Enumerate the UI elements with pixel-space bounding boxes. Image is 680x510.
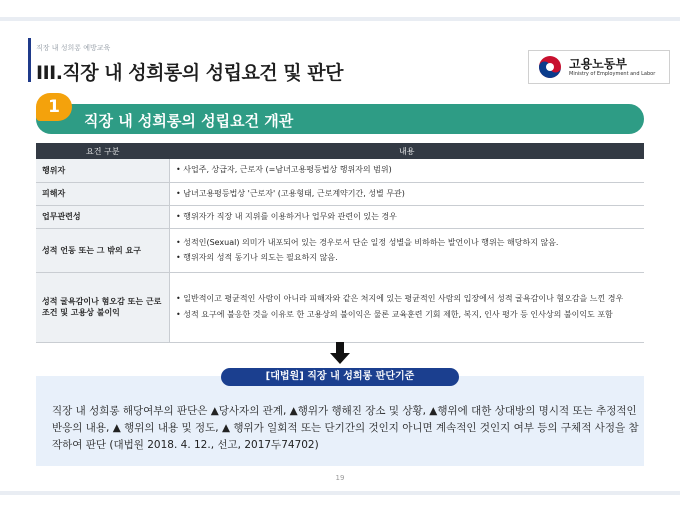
table-row [36,228,644,272]
logo-name-en: Ministry of Employment and Labor [569,71,656,77]
row-label: 성적 언동 또는 그 밖의 요구 [36,228,170,272]
breadcrumb: 직장 내 성희롱 예방교육 [36,44,111,52]
section-number-badge: 1 [36,93,72,121]
table-row [36,159,644,182]
down-arrow-icon [327,340,353,366]
title-accent-bar [28,38,31,82]
table-header-content: 내용 [170,143,645,159]
row-content [170,205,645,228]
logo-name-ko: 고용노동부 [569,57,627,71]
ruling-text: 직장 내 성희롱 해당여부의 판단은 ▲당사자의 관계, ▲행위가 행해진 장소 및 상황, ▲행위에 대한 상대방의 명시적 또는 추정적인 반응의 내용, ▲ 행위의 내용 및 정도, ▲ 행위가 일회적 또는 단기간의 것인지 아니면 계속적인 것인지 여부 등의 구체적 사정을 참작하여 판단 (대법원 2018. 4. 12., 선고, 2017두74702) [52,405,639,451]
page-title: III.직장 내 성희롱의 성립요건 및 판단 [36,62,343,84]
table-header-category: 요건 구분 [36,143,170,159]
row-content [170,228,645,272]
requirements-table [36,143,644,343]
bottom-strip [0,491,680,495]
section-title: 직장 내 성희롱의 성립요건 개관 [84,112,294,130]
taegeuk-icon [535,54,565,80]
row-item: • 사업주, 상급자, 근로자 (=남녀고용평등법상 행위자의 범위) [176,165,392,175]
row-content [170,182,645,205]
table-row [36,182,644,205]
ministry-logo [528,50,670,84]
table-row [36,205,644,228]
row-label: 업무관련성 [36,205,170,228]
row-item: • 성적인(Sexual) 의미가 내포되어 있는 경우로서 단순 일정 성별을 비하하는 발언이나 행위는 해당하지 않음. [176,237,559,247]
top-strip [0,17,680,21]
table-row [36,272,644,342]
row-label: 피해자 [36,182,170,205]
row-label: 행위자 [36,159,170,182]
row-item: • 성적 요구에 불응한 것을 이유로 한 고용상의 불이익은 물론 교육훈련 기회 제한, 복지, 인사 평가 등 인사상의 불이익도 포함 [176,310,613,319]
row-label: 성적 굴욕감이나 혐오감 또는 근로조건 및 고용상 불이익 [36,272,170,342]
page-number: 19 [335,474,345,482]
row-item: • 일반적이고 평균적인 사람이 아니라 피해자와 같은 처지에 있는 평균적인 사람의 입장에서 성적 굴욕감이나 혐오감을 느낀 경우 [176,294,624,303]
row-item: • 남녀고용평등법상 '근로자' (고용형태, 근로계약기간, 성별 무관) [176,188,405,198]
row-item: • 행위자의 성적 동기나 의도는 필요하지 않음. [176,252,338,262]
row-content [170,272,645,342]
row-item: • 행위자가 직장 내 지위를 이용하거나 업무와 관련이 있는 경우 [176,211,397,221]
ruling-tag: [대법원] 직장 내 성희롱 판단기준 [221,368,459,386]
row-content [170,159,645,182]
